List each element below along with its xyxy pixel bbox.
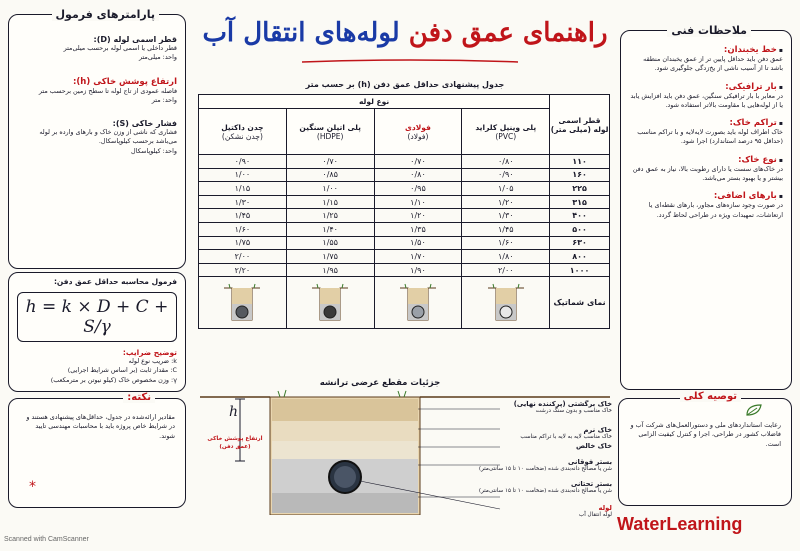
type-header [286, 109, 374, 155]
layer-title: خاک خالص [575, 442, 612, 450]
type-header [462, 109, 550, 155]
tech-box [620, 24, 792, 390]
depth-cell: ۱/۰۵ [462, 182, 550, 196]
layer-title: لوله [598, 504, 612, 512]
tech-item-title: ▪ خط یخبندان: [629, 45, 783, 55]
type-name: چدن داکتیل [221, 122, 264, 132]
layer-title: خاک نرم [583, 426, 612, 434]
rec-title: توصیه کلی [680, 391, 741, 402]
rec-text: رعایت استانداردهای ملی و دستورالعمل‌های شرکت آب و فاضلاب کشور در طراحی، اجرا و کنترل کیفیت الزامی است. [630, 421, 781, 448]
title-part2: لوله‌های انتقال آب [202, 18, 400, 48]
layer-label [432, 458, 612, 474]
depth-cell: ۱/۲۰ [374, 209, 462, 223]
tech-item-text: در خاک‌های سست یا دارای رطوبت بالا، نیاز به عمق دفن بیشتر و یا بهبود بستر می‌باشد. [632, 164, 783, 182]
depth-cell: ۱/۳۵ [374, 222, 462, 236]
tech-item-title: ▪ نوع خاک: [629, 155, 783, 165]
table-row [199, 263, 610, 277]
depth-cell: ۲/۰۰ [199, 250, 287, 264]
table-row [199, 155, 610, 169]
tech-title: ملاحظات فنی [667, 24, 751, 37]
depth-cell: ۱/۶۰ [199, 222, 287, 236]
depth-cell: ۱/۵۵ [286, 236, 374, 250]
brand-watermark: WaterLearning [617, 514, 743, 534]
params-box [8, 8, 186, 269]
depth-cell: ۲/۲۰ [199, 263, 287, 277]
formula-box [8, 272, 186, 392]
table-subtitle: جدول پیشنهادی حداقل عمق دفن (h) بر حسب متر [305, 80, 505, 89]
layer-desc: خاک مناسب و بدون سنگ درشت [535, 408, 612, 414]
title-underline [300, 58, 520, 66]
trench-thumbnail [286, 277, 374, 329]
trench-thumbnail [199, 277, 287, 329]
layer-label [432, 400, 612, 416]
table-row [199, 182, 610, 196]
param-c-text: فاصله عمودی از تاج لوله تا سطح زمین برحسب متر [38, 86, 177, 95]
layer-title: خاک برگشتی (پرکننده نهایی) [513, 400, 612, 408]
diameter-cell: ۶۳۰ [550, 236, 610, 250]
depth-cell: ۱/۰۰ [199, 168, 287, 182]
depth-cell: ۰/۸۰ [374, 168, 462, 182]
section-title: جزئیات مقطع عرضی ترانشه [319, 378, 441, 388]
param-d-title: قطر اسمی لوله (D): [93, 35, 177, 44]
depth-cell: ۱/۷۰ [374, 250, 462, 264]
layer-desc: خاک مناسب لایه به لایه با تراکم مناسب [520, 434, 612, 440]
coef-gamma: γ: وزن مخصوص خاک (کیلو نیوتن بر مترمکعب) [50, 375, 177, 384]
depth-cell: ۱/۴۰ [286, 222, 374, 236]
param-d-unit: واحد: میلی‌متر [138, 53, 177, 62]
page-title [195, 18, 615, 58]
table-row [199, 195, 610, 209]
coef-c: C: مقدار ثابت (بر اساس شرایط اجرایی) [67, 366, 177, 375]
type-header [199, 109, 287, 155]
scanner-watermark: Scanned with CamScanner [4, 536, 89, 543]
layer-title: بستر فوقانی [568, 458, 612, 466]
type-header [374, 109, 462, 155]
schematic-label: نمای شماتیک [550, 277, 610, 329]
diameter-cell: ۱۱۰ [550, 155, 610, 169]
depth-cell: ۱/۱۵ [199, 182, 287, 196]
param-c-unit: واحد: متر [151, 95, 177, 104]
tech-item-title: ▪ بارهای اضافی: [629, 191, 783, 201]
param-s-title: فشار خاکی (S): [112, 119, 177, 129]
layer-label [432, 480, 612, 496]
trench-thumbnail [374, 277, 462, 329]
type-name: فولادی [405, 122, 431, 132]
table-row [199, 222, 610, 236]
diameter-cell: ۳۱۵ [550, 195, 610, 209]
table-row [199, 250, 610, 264]
param-s-unit: واحد: کیلوپاسکال [131, 146, 177, 155]
param-d-text: قطر داخلی یا اسمی لوله برحسب میلی‌متر [63, 44, 177, 52]
layer-label [432, 504, 612, 520]
depth-cell: ۱/۴۵ [199, 209, 287, 223]
depth-cell: ۱/۳۰ [199, 195, 287, 209]
depth-cell: ۱/۲۵ [286, 209, 374, 223]
depth-cell: ۲/۰۰ [462, 263, 550, 277]
type-sub: (HDPE) [316, 131, 344, 141]
depth-cell: ۱/۱۵ [286, 195, 374, 209]
type-name: پلی اتیلن سنگین [299, 122, 361, 132]
diameter-cell: ۱۰۰۰ [550, 263, 610, 277]
diam-header: قطر اسمی لوله (میلی متر) [550, 95, 610, 155]
param-c-title: ارتفاع پوشش خاکی (h): [73, 76, 177, 87]
diameter-cell: ۵۰۰ [550, 222, 610, 236]
burial-depth-table [198, 94, 610, 329]
depth-cell: ۱/۳۰ [462, 209, 550, 223]
note-text: مقادیر ارائه‌شده در جدول، حداقل‌های پیشنهادی هستند و در شرایط خاص پروژه باید با محاسبات مهندسی تایید شوند. [26, 413, 175, 440]
depth-cell: ۱/۹۰ [374, 263, 462, 277]
type-sub: (چدن نشکن) [221, 131, 263, 141]
diameter-cell: ۴۰۰ [550, 209, 610, 223]
note-box [8, 392, 186, 508]
depth-cell: ۱/۶۰ [462, 236, 550, 250]
depth-cell: ۱/۹۵ [286, 263, 374, 277]
formula-title: فرمول محاسبه حداقل عمق دفن: [53, 277, 177, 286]
h-label: ارتفاع پوشش خاکی (عمق دفن) [207, 436, 263, 450]
title-part1: راهنمای عمق دفن [408, 18, 608, 48]
trench-thumbnail [462, 277, 550, 329]
depth-cell: ۰/۷۰ [374, 155, 462, 169]
diameter-cell: ۲۲۵ [550, 182, 610, 196]
depth-cell: ۱/۲۰ [462, 195, 550, 209]
tech-item-text: خاک اطراف لوله باید بصورت لایه‌لایه و با تراکم مناسب (حداقل ۹۵ درصد استاندارد) اجرا شود. [637, 128, 783, 146]
h-symbol: h [229, 404, 239, 420]
formula-text: h = k × D + C + S/γ [17, 292, 177, 342]
depth-cell: ۱/۸۰ [462, 250, 550, 264]
tech-item-text: در معابر با بار ترافیکی سنگین، عمق دفن باید افزایش یابد یا از لوله‌هایی با مقاومت بالاتر استفاده شود. [630, 91, 783, 109]
depth-cell: ۱/۵۰ [374, 236, 462, 250]
layer-label [432, 442, 612, 450]
depth-cell: ۰/۹۰ [199, 155, 287, 169]
depth-cell: ۱/۷۵ [199, 236, 287, 250]
depth-cell: ۰/۸۵ [286, 168, 374, 182]
depth-cell: ۱/۷۵ [286, 250, 374, 264]
coef-title: توضیح ضرایب: [122, 348, 177, 357]
depth-cell: ۰/۸۰ [462, 155, 550, 169]
depth-cell: ۰/۷۰ [286, 155, 374, 169]
type-sub: (PVC) [495, 131, 517, 141]
coef-k: k: ضریب نوع لوله [128, 357, 177, 365]
depth-cell: ۱/۴۵ [462, 222, 550, 236]
tech-item-text: در صورت وجود سازه‌های مجاور، بارهای نقطه‌ای یا ارتعاشات، تمهیدات ویژه در طراحی لحاظ گردد. [648, 201, 783, 219]
layer-desc: شن یا مصالح دانه‌بندی شده (ضخامت ۱۰ تا ۱۵ سانتی‌متر) [478, 488, 612, 494]
depth-cell: ۱/۰۰ [286, 182, 374, 196]
layer-desc: لوله انتقال آب [578, 512, 612, 518]
tech-item-text: عمق دفن باید حداقل پایین تر از عمق یخبندان منطقه باشد تا از آسیب ناشی از یخ‌زدگی جلوگیری شود. [643, 55, 783, 73]
asterisk-icon: * [29, 479, 36, 495]
note-title: نکته: [123, 392, 155, 403]
table-row [199, 168, 610, 182]
schematic-row [199, 277, 610, 329]
type-group-header: نوع لوله [199, 95, 550, 109]
diameter-cell: ۱۶۰ [550, 168, 610, 182]
depth-cell: ۰/۹۰ [462, 168, 550, 182]
params-title: پارامترهای فرمول [52, 8, 159, 21]
depth-cell: ۱/۱۰ [374, 195, 462, 209]
type-name: پلی وینیل کلراید [475, 122, 537, 132]
param-s-text: فشاری که ناشی از وزن خاک و بارهای وارده بر لوله می‌باشد برحسب کیلوپاسکال. [39, 128, 177, 146]
diameter-cell: ۸۰۰ [550, 250, 610, 264]
table-row [199, 236, 610, 250]
layer-desc: شن یا مصالح دانه‌بندی شده (ضخامت ۱۰ تا ۱۵ سانتی‌متر) [478, 466, 612, 472]
depth-cell: ۰/۹۵ [374, 182, 462, 196]
layer-title: بستر تحتانی [570, 480, 612, 488]
tech-item-title: ▪ بار ترافیکی: [629, 82, 783, 92]
leaf-icon [745, 403, 763, 417]
layer-label [432, 426, 612, 442]
type-sub: (فولاد) [407, 131, 429, 141]
table-row [199, 209, 610, 223]
recommendation-box [618, 391, 792, 506]
tech-item-title: ▪ تراکم خاک: [629, 118, 783, 128]
